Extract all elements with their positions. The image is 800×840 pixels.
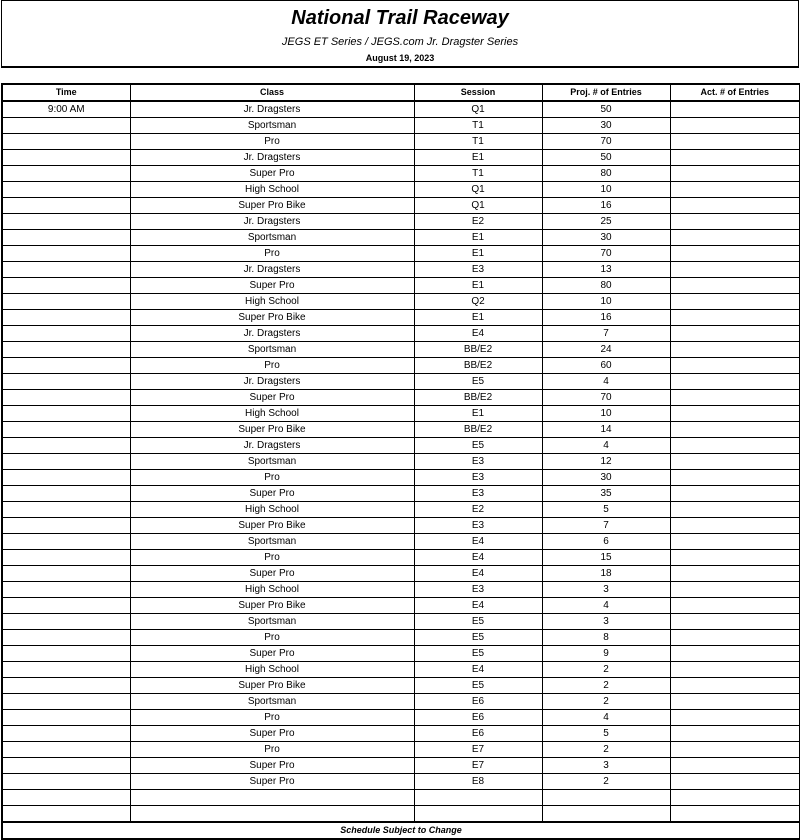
time-cell <box>2 182 130 198</box>
actual-entries-cell <box>670 294 800 310</box>
time-cell <box>2 230 130 246</box>
session-cell: E1 <box>414 150 542 166</box>
class-cell: Jr. Dragsters <box>130 150 414 166</box>
schedule-body <box>2 101 800 822</box>
class-cell: Pro <box>130 550 414 566</box>
class-cell: High School <box>130 406 414 422</box>
class-cell: Jr. Dragsters <box>130 214 414 230</box>
table-row <box>2 118 800 134</box>
actual-entries-cell <box>670 502 800 518</box>
session-cell: E4 <box>414 550 542 566</box>
projected-entries-cell: 16 <box>542 198 670 214</box>
class-cell: Pro <box>130 358 414 374</box>
table-row <box>2 358 800 374</box>
session-cell: E1 <box>414 310 542 326</box>
actual-entries-cell <box>670 118 800 134</box>
actual-entries-cell <box>670 534 800 550</box>
projected-entries-cell: 50 <box>542 150 670 166</box>
projected-entries-cell: 80 <box>542 166 670 182</box>
projected-entries-cell: 2 <box>542 774 670 790</box>
projected-entries-cell: 7 <box>542 518 670 534</box>
actual-entries-cell <box>670 454 800 470</box>
projected-entries-cell: 12 <box>542 454 670 470</box>
projected-entries-cell: 80 <box>542 278 670 294</box>
class-cell: Super Pro Bike <box>130 518 414 534</box>
table-row <box>2 518 800 534</box>
session-cell: E3 <box>414 454 542 470</box>
table-row <box>2 101 800 118</box>
session-cell: E7 <box>414 742 542 758</box>
column-header-actual-entries: Act. # of Entries <box>670 84 800 101</box>
table-row <box>2 470 800 486</box>
schedule-header <box>1 0 799 68</box>
time-cell <box>2 502 130 518</box>
class-cell: Super Pro Bike <box>130 198 414 214</box>
session-cell: E6 <box>414 726 542 742</box>
class-cell: Super Pro <box>130 646 414 662</box>
actual-entries-cell <box>670 406 800 422</box>
session-cell: E5 <box>414 630 542 646</box>
time-cell <box>2 278 130 294</box>
page-title: National Trail Raceway <box>291 7 509 29</box>
column-header-class: Class <box>130 84 414 101</box>
table-row <box>2 198 800 214</box>
time-cell <box>2 678 130 694</box>
actual-entries-cell <box>670 582 800 598</box>
class-cell: Super Pro <box>130 566 414 582</box>
session-cell: E5 <box>414 678 542 694</box>
actual-entries-cell <box>670 486 800 502</box>
time-cell <box>2 246 130 262</box>
time-cell <box>2 646 130 662</box>
session-cell: BB/E2 <box>414 390 542 406</box>
session-cell: E1 <box>414 406 542 422</box>
time-cell <box>2 198 130 214</box>
table-row <box>2 422 800 438</box>
table-header-row <box>2 84 800 101</box>
table-row <box>2 294 800 310</box>
time-cell <box>2 534 130 550</box>
table-row <box>2 758 800 774</box>
time-cell <box>2 486 130 502</box>
time-cell <box>2 294 130 310</box>
time-cell <box>2 710 130 726</box>
session-cell: BB/E2 <box>414 342 542 358</box>
projected-entries-cell: 30 <box>542 118 670 134</box>
projected-entries-cell: 3 <box>542 582 670 598</box>
projected-entries-cell: 10 <box>542 182 670 198</box>
actual-entries-cell <box>670 150 800 166</box>
projected-entries-cell: 2 <box>542 742 670 758</box>
actual-entries-cell <box>670 198 800 214</box>
projected-entries-cell: 2 <box>542 662 670 678</box>
time-cell <box>2 374 130 390</box>
session-cell: E2 <box>414 214 542 230</box>
time-cell <box>2 166 130 182</box>
actual-entries-cell <box>670 742 800 758</box>
projected-entries-cell: 2 <box>542 678 670 694</box>
session-cell: E4 <box>414 598 542 614</box>
projected-entries-cell: 5 <box>542 502 670 518</box>
class-cell: Pro <box>130 470 414 486</box>
projected-entries-cell: 8 <box>542 630 670 646</box>
table-row <box>2 326 800 342</box>
actual-entries-cell <box>670 678 800 694</box>
table-row <box>2 694 800 710</box>
actual-entries-cell <box>670 246 800 262</box>
table-row <box>2 534 800 550</box>
actual-entries-cell <box>670 342 800 358</box>
actual-entries-cell <box>670 134 800 150</box>
class-cell: Sportsman <box>130 118 414 134</box>
table-row <box>2 790 800 806</box>
actual-entries-cell <box>670 278 800 294</box>
actual-entries-cell <box>670 646 800 662</box>
column-header-session: Session <box>414 84 542 101</box>
class-cell: Pro <box>130 246 414 262</box>
class-cell: Jr. Dragsters <box>130 374 414 390</box>
session-cell: T1 <box>414 166 542 182</box>
time-cell <box>2 438 130 454</box>
projected-entries-cell: 2 <box>542 694 670 710</box>
projected-entries-cell: 10 <box>542 406 670 422</box>
table-row <box>2 726 800 742</box>
actual-entries-cell <box>670 374 800 390</box>
class-cell <box>130 790 414 806</box>
time-cell <box>2 806 130 823</box>
table-row <box>2 406 800 422</box>
time-cell <box>2 326 130 342</box>
class-cell: Pro <box>130 742 414 758</box>
time-cell <box>2 150 130 166</box>
actual-entries-cell <box>670 598 800 614</box>
actual-entries-cell <box>670 758 800 774</box>
session-cell: E5 <box>414 646 542 662</box>
actual-entries-cell <box>670 790 800 806</box>
table-row <box>2 742 800 758</box>
time-cell <box>2 262 130 278</box>
projected-entries-cell: 30 <box>542 230 670 246</box>
session-cell: E4 <box>414 534 542 550</box>
table-row <box>2 566 800 582</box>
projected-entries-cell: 4 <box>542 374 670 390</box>
actual-entries-cell <box>670 262 800 278</box>
projected-entries-cell: 18 <box>542 566 670 582</box>
time-cell: 9:00 AM <box>2 101 130 118</box>
table-row <box>2 614 800 630</box>
projected-entries-cell: 14 <box>542 422 670 438</box>
projected-entries-cell <box>542 790 670 806</box>
projected-entries-cell: 35 <box>542 486 670 502</box>
time-cell <box>2 518 130 534</box>
session-cell: BB/E2 <box>414 358 542 374</box>
time-cell <box>2 358 130 374</box>
schedule-table <box>1 83 800 840</box>
class-cell: Sportsman <box>130 534 414 550</box>
class-cell: Super Pro <box>130 166 414 182</box>
time-cell <box>2 774 130 790</box>
session-cell: Q1 <box>414 182 542 198</box>
actual-entries-cell <box>670 694 800 710</box>
projected-entries-cell: 60 <box>542 358 670 374</box>
class-cell: Super Pro Bike <box>130 678 414 694</box>
actual-entries-cell <box>670 630 800 646</box>
table-row <box>2 262 800 278</box>
projected-entries-cell: 3 <box>542 614 670 630</box>
session-cell: E4 <box>414 326 542 342</box>
actual-entries-cell <box>670 422 800 438</box>
table-row <box>2 134 800 150</box>
class-cell: Super Pro <box>130 774 414 790</box>
class-cell: Sportsman <box>130 614 414 630</box>
series-subtitle: JEGS ET Series / JEGS.com Jr. Dragster Series <box>281 36 519 48</box>
class-cell: High School <box>130 582 414 598</box>
table-row <box>2 582 800 598</box>
session-cell: E5 <box>414 438 542 454</box>
projected-entries-cell: 7 <box>542 326 670 342</box>
table-row <box>2 374 800 390</box>
projected-entries-cell: 70 <box>542 390 670 406</box>
projected-entries-cell: 13 <box>542 262 670 278</box>
actual-entries-cell <box>670 101 800 118</box>
actual-entries-cell <box>670 550 800 566</box>
session-cell: E3 <box>414 518 542 534</box>
class-cell <box>130 806 414 823</box>
actual-entries-cell <box>670 214 800 230</box>
class-cell: Super Pro <box>130 278 414 294</box>
actual-entries-cell <box>670 182 800 198</box>
table-row <box>2 598 800 614</box>
class-cell: Jr. Dragsters <box>130 438 414 454</box>
table-row <box>2 214 800 230</box>
actual-entries-cell <box>670 726 800 742</box>
time-cell <box>2 422 130 438</box>
class-cell: High School <box>130 182 414 198</box>
projected-entries-cell: 50 <box>542 101 670 118</box>
projected-entries-cell: 24 <box>542 342 670 358</box>
table-row <box>2 502 800 518</box>
time-cell <box>2 662 130 678</box>
projected-entries-cell: 3 <box>542 758 670 774</box>
class-cell: Sportsman <box>130 230 414 246</box>
actual-entries-cell <box>670 614 800 630</box>
table-row <box>2 278 800 294</box>
actual-entries-cell <box>670 438 800 454</box>
actual-entries-cell <box>670 662 800 678</box>
projected-entries-cell: 16 <box>542 310 670 326</box>
actual-entries-cell <box>670 230 800 246</box>
session-cell: E3 <box>414 470 542 486</box>
time-cell <box>2 342 130 358</box>
class-cell: Super Pro <box>130 486 414 502</box>
table-row <box>2 166 800 182</box>
time-cell <box>2 758 130 774</box>
footer-row <box>2 822 800 839</box>
table-row <box>2 630 800 646</box>
session-cell: T1 <box>414 134 542 150</box>
session-cell: E4 <box>414 662 542 678</box>
session-cell: E6 <box>414 694 542 710</box>
actual-entries-cell <box>670 710 800 726</box>
class-cell: Sportsman <box>130 694 414 710</box>
class-cell: Jr. Dragsters <box>130 262 414 278</box>
time-cell <box>2 454 130 470</box>
projected-entries-cell: 4 <box>542 710 670 726</box>
session-cell: BB/E2 <box>414 422 542 438</box>
time-cell <box>2 310 130 326</box>
table-row <box>2 182 800 198</box>
projected-entries-cell: 30 <box>542 470 670 486</box>
projected-entries-cell: 4 <box>542 438 670 454</box>
time-cell <box>2 598 130 614</box>
class-cell: Pro <box>130 134 414 150</box>
time-cell <box>2 390 130 406</box>
actual-entries-cell <box>670 358 800 374</box>
session-cell: E3 <box>414 262 542 278</box>
session-cell: E8 <box>414 774 542 790</box>
class-cell: Super Pro <box>130 758 414 774</box>
table-row <box>2 774 800 790</box>
table-row <box>2 150 800 166</box>
session-cell <box>414 790 542 806</box>
column-header-projected-entries: Proj. # of Entries <box>542 84 670 101</box>
time-cell <box>2 614 130 630</box>
actual-entries-cell <box>670 166 800 182</box>
projected-entries-cell <box>542 806 670 823</box>
table-row <box>2 342 800 358</box>
actual-entries-cell <box>670 390 800 406</box>
time-cell <box>2 550 130 566</box>
projected-entries-cell: 25 <box>542 214 670 230</box>
class-cell: Pro <box>130 710 414 726</box>
time-cell <box>2 790 130 806</box>
class-cell: Super Pro <box>130 390 414 406</box>
table-row <box>2 230 800 246</box>
time-cell <box>2 406 130 422</box>
time-cell <box>2 134 130 150</box>
time-cell <box>2 118 130 134</box>
actual-entries-cell <box>670 774 800 790</box>
class-cell: Super Pro Bike <box>130 422 414 438</box>
session-cell: E2 <box>414 502 542 518</box>
session-cell: Q1 <box>414 101 542 118</box>
session-cell: E3 <box>414 486 542 502</box>
projected-entries-cell: 70 <box>542 246 670 262</box>
table-row <box>2 550 800 566</box>
projected-entries-cell: 10 <box>542 294 670 310</box>
table-row <box>2 710 800 726</box>
time-cell <box>2 214 130 230</box>
class-cell: Sportsman <box>130 454 414 470</box>
projected-entries-cell: 9 <box>542 646 670 662</box>
session-cell: E1 <box>414 278 542 294</box>
actual-entries-cell <box>670 806 800 823</box>
session-cell: Q1 <box>414 198 542 214</box>
projected-entries-cell: 4 <box>542 598 670 614</box>
class-cell: Jr. Dragsters <box>130 101 414 118</box>
actual-entries-cell <box>670 518 800 534</box>
column-header-time: Time <box>2 84 130 101</box>
time-cell <box>2 694 130 710</box>
class-cell: Sportsman <box>130 342 414 358</box>
projected-entries-cell: 6 <box>542 534 670 550</box>
event-date: August 19, 2023 <box>365 53 435 63</box>
table-row <box>2 310 800 326</box>
class-cell: Super Pro <box>130 726 414 742</box>
session-cell: T1 <box>414 118 542 134</box>
session-cell: Q2 <box>414 294 542 310</box>
actual-entries-cell <box>670 326 800 342</box>
class-cell: Pro <box>130 630 414 646</box>
session-cell: E1 <box>414 230 542 246</box>
session-cell: E3 <box>414 582 542 598</box>
table-row <box>2 678 800 694</box>
projected-entries-cell: 5 <box>542 726 670 742</box>
session-cell: E7 <box>414 758 542 774</box>
session-cell: E5 <box>414 614 542 630</box>
session-cell: E4 <box>414 566 542 582</box>
session-cell: E5 <box>414 374 542 390</box>
session-cell <box>414 806 542 823</box>
time-cell <box>2 630 130 646</box>
projected-entries-cell: 15 <box>542 550 670 566</box>
table-row <box>2 646 800 662</box>
time-cell <box>2 726 130 742</box>
actual-entries-cell <box>670 566 800 582</box>
session-cell: E6 <box>414 710 542 726</box>
class-cell: Jr. Dragsters <box>130 326 414 342</box>
schedule-footer-note: Schedule Subject to Change <box>2 822 800 839</box>
table-row <box>2 454 800 470</box>
table-row <box>2 486 800 502</box>
class-cell: High School <box>130 662 414 678</box>
time-cell <box>2 470 130 486</box>
actual-entries-cell <box>670 310 800 326</box>
table-row <box>2 246 800 262</box>
table-row <box>2 438 800 454</box>
time-cell <box>2 566 130 582</box>
class-cell: Super Pro Bike <box>130 310 414 326</box>
table-row <box>2 806 800 823</box>
table-row <box>2 390 800 406</box>
class-cell: Super Pro Bike <box>130 598 414 614</box>
projected-entries-cell: 70 <box>542 134 670 150</box>
class-cell: High School <box>130 502 414 518</box>
time-cell <box>2 742 130 758</box>
class-cell: High School <box>130 294 414 310</box>
table-row <box>2 662 800 678</box>
time-cell <box>2 582 130 598</box>
session-cell: E1 <box>414 246 542 262</box>
actual-entries-cell <box>670 470 800 486</box>
